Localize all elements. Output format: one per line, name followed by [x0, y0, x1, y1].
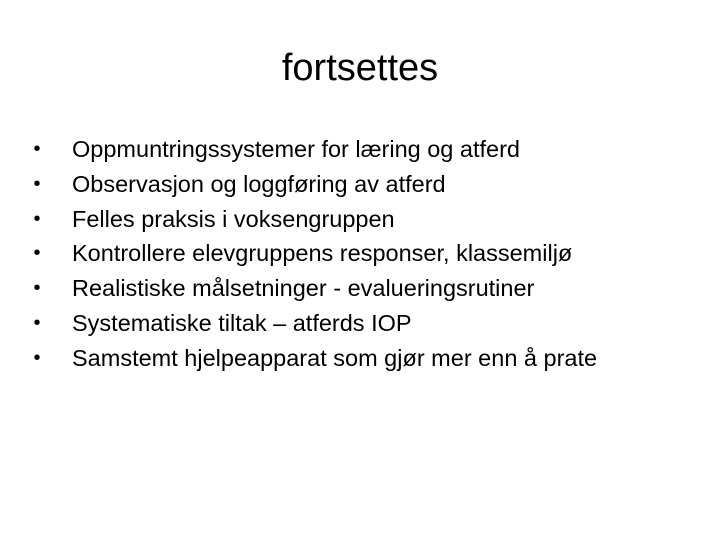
bullet-item: [30, 271, 700, 306]
bullet-text: Systematiske tiltak – atferds IOP: [72, 309, 412, 336]
bullet-item: [30, 236, 700, 271]
bullet-item: [30, 202, 700, 237]
bullet-icon: •: [33, 138, 41, 160]
bullet-text: Felles praksis i voksengruppen: [72, 205, 395, 232]
bullet-text: Observasjon og loggføring av atferd: [72, 170, 446, 197]
bullet-icon: •: [33, 172, 41, 195]
bullet-icon: •: [33, 242, 41, 265]
bullet-item: [30, 341, 700, 376]
slide-title: fortsettes: [281, 47, 439, 89]
bullet-item: [30, 306, 700, 341]
bullet-item: [30, 167, 700, 202]
bullet-icon: •: [33, 311, 41, 334]
bullet-icon: •: [33, 277, 41, 300]
bullet-text: Samstemt hjelpeapparat som gjør mer enn å prate: [72, 344, 598, 371]
bullet-text: Realistiske målsetninger - evalueringsrutiner: [72, 275, 535, 302]
bullet-text: Kontrollere elevgruppens responser, klassemiljø: [72, 240, 573, 267]
bullet-icon: •: [33, 207, 41, 230]
bullet-text: Oppmuntringssystemer for læring og atferd: [72, 136, 520, 162]
bullet-icon: •: [33, 346, 41, 369]
bullet-list: [30, 132, 700, 376]
bullet-item: [30, 132, 700, 167]
